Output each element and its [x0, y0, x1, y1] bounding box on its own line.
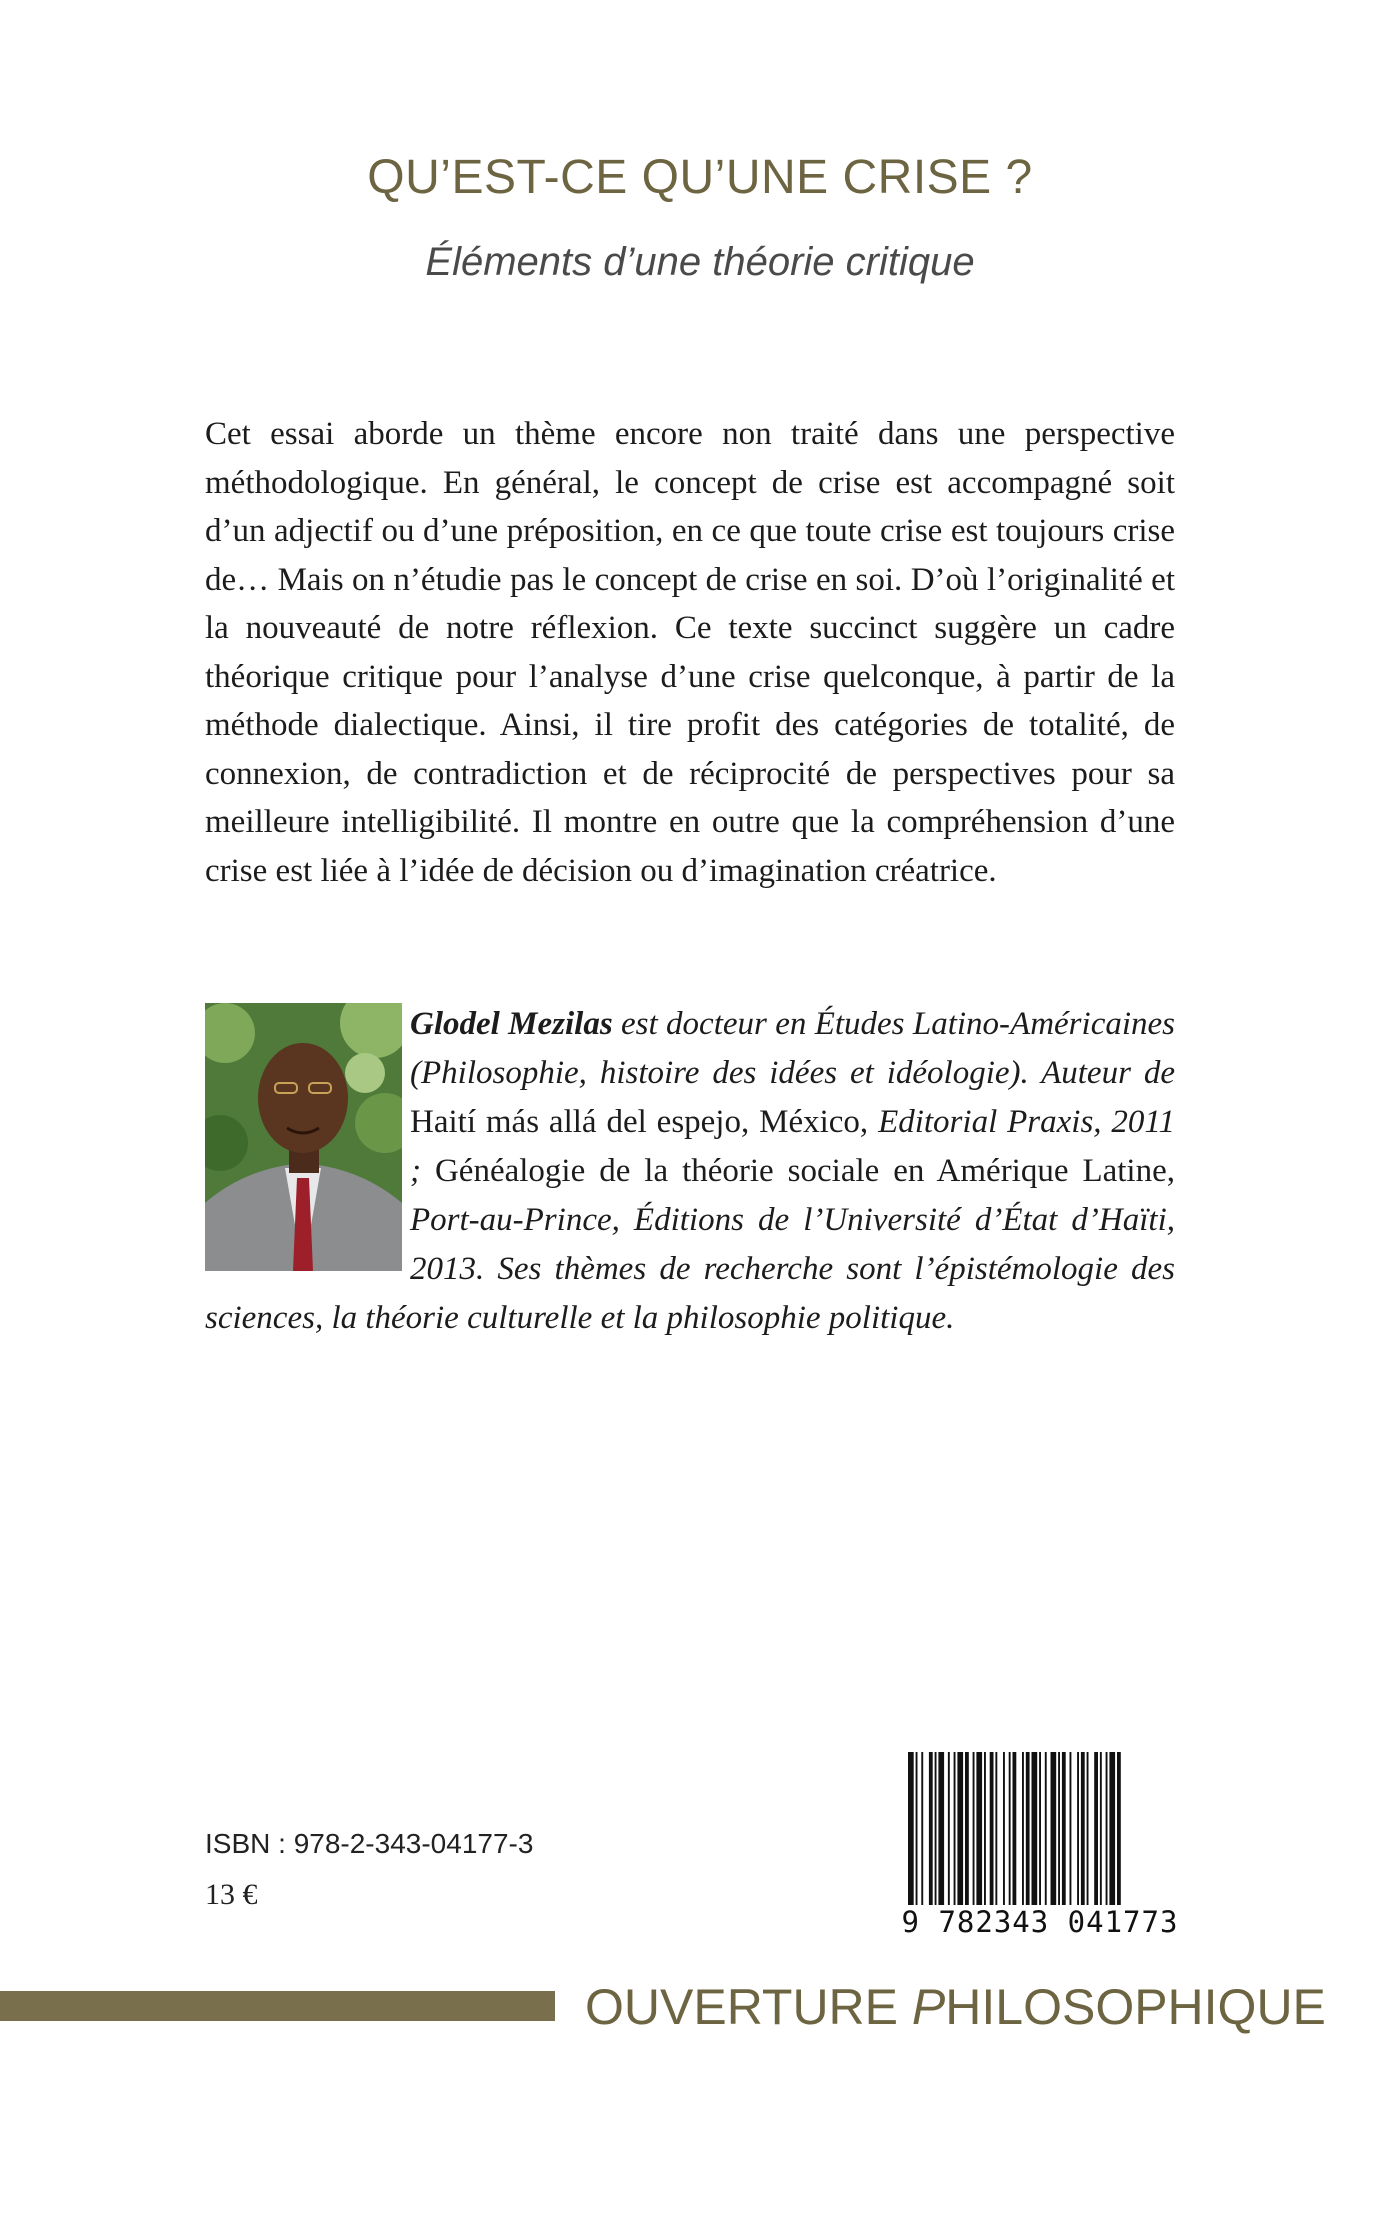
barcode-bar [935, 1752, 937, 1912]
barcode-bar [1003, 1752, 1005, 1912]
price: 13 € [205, 1878, 258, 1911]
barcode-bar [1045, 1752, 1047, 1912]
barcode-bar [948, 1752, 950, 1912]
barcode-bar [1109, 1752, 1115, 1912]
barcode-bar [1032, 1752, 1038, 1912]
summary-text [205, 410, 1175, 895]
book-title: QU’EST-CE QU’UNE CRISE ? [367, 151, 1033, 204]
book-subtitle: Éléments d’une théorie critique [425, 240, 975, 284]
barcode-bar [957, 1752, 963, 1912]
barcode-bar [938, 1752, 944, 1912]
barcode-number: 9 782343 041773 [895, 1905, 1185, 1939]
barcode-bar [954, 1752, 956, 1912]
barcode-bar [1062, 1752, 1066, 1912]
barcode-bar [1051, 1752, 1057, 1912]
barcode-bar [1009, 1752, 1011, 1912]
barcode-bar [929, 1752, 933, 1912]
series-mid: P [911, 1979, 946, 2035]
barcode-bar [1039, 1752, 1041, 1912]
barcode-bar [965, 1752, 969, 1912]
barcode-bar [1026, 1752, 1030, 1912]
barcode-bar [1117, 1752, 1121, 1912]
work1-title: Haití más allá del espejo, México, [410, 1104, 869, 1140]
barcode-bar [1094, 1752, 1098, 1912]
series-name [585, 1978, 1326, 2036]
barcode-bar [1081, 1752, 1085, 1912]
barcode-bar [995, 1752, 997, 1912]
barcode-bar [1077, 1752, 1079, 1912]
series-prefix: OUVERTURE [585, 1979, 912, 2035]
author-name: Glodel Mezilas [410, 1006, 613, 1042]
barcode-bar [1100, 1752, 1102, 1912]
author-bio-intro: est docteur en Études Latino-Américaines (Philosophie, histoire des idées et idéologie). Auteur de [410, 1006, 1176, 1091]
barcode-bar [984, 1752, 986, 1912]
barcode-bar [1058, 1752, 1060, 1912]
series-band [0, 1991, 555, 2021]
barcode-bar [921, 1752, 923, 1912]
work2-title: Généalogie de la théorie sociale en Amérique Latine, [434, 1153, 1175, 1189]
barcode-bar [973, 1752, 975, 1912]
isbn: ISBN : 978-2-343-04177-3 [205, 1828, 534, 1859]
barcode-bar [1106, 1752, 1108, 1912]
summary-paragraph: Cet essai aborde un thème encore non traité dans une perspective méthodologique. En général, le concept de crise est accompagné soit d’un adjectif ou d’une préposition, en ce que toute crise est toujours crise de… Mais on n’étudie pas le concept de crise en soi. D’où l’originalité et la nouveauté de notre réflexion. Ce texte succinct suggère un cadre théorique critique pour l’analyse d’une crise quelconque, à partir de la méthode dialectique. Ainsi, il tire profit des catégories de totalité, de connexion, de contradiction et de réciprocité de perspectives pour sa meilleure intelligibilité. Il montre en outre que la compréhension d’une crise est liée à l’idée de décision ou d’imagination créatrice. [205, 416, 1175, 889]
barcode-bar [1070, 1752, 1072, 1912]
barcode-bar [1022, 1752, 1024, 1912]
work2-publisher: Port-au-Prince, Éditions de l’Université d’État d’Haïti, 2013. Ses thèmes de recherche sont l’épistémologie des sciences, la théorie culturelle et la philosophie politique. [205, 1202, 1175, 1336]
barcode-bar [990, 1752, 994, 1912]
series-suffix: HILOSOPHIQUE [945, 1979, 1326, 2035]
barcode-bar [1087, 1752, 1089, 1912]
work1-publisher: Editorial Praxis, 2011 ; [410, 1104, 1175, 1189]
author-bio [205, 1000, 1175, 1343]
barcode-bar [916, 1752, 918, 1912]
barcode-bar [1013, 1752, 1017, 1912]
barcode-bar [908, 1752, 914, 1912]
barcode-bar [976, 1752, 982, 1912]
